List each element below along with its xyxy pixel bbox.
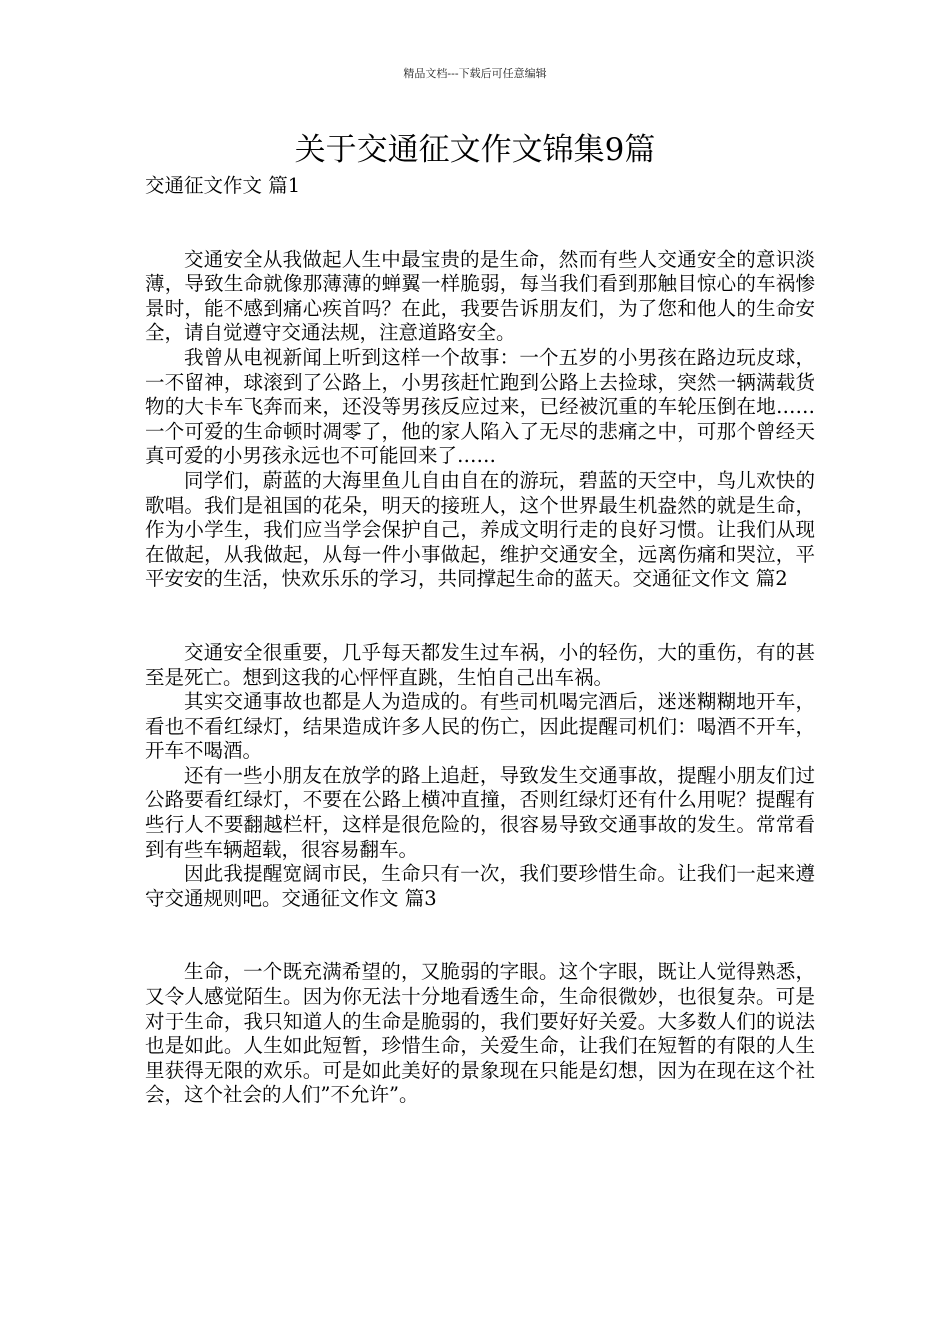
paragraph: 还有一些小朋友在放学的路上追赶，导致发生交通事故，提醒小朋友们过公路要看红绿灯，不要在公路上横冲直撞，否则红绿灯还有什么用呢？提醒有些行人不要翻越栏杆，这样是很危险的，很容易导致交通事故的发生。常常看到有些车辆超载，很容易翻车。	[145, 763, 815, 861]
paragraph: 生命，一个既充满希望的，又脆弱的字眼。这个字眼，既让人觉得熟悉，又令人感觉陌生。因为你无法十分地看透生命，生命很微妙，也很复杂。可是对于生命，我只知道人的生命是脆弱的，我们要好好关爱。大多数人们的说法也是如此。人生如此短暂，珍惜生命，关爱生命，让我们在短暂的有限的人生里获得无限的欢乐。可是如此美好的景象现在只能是幻想，因为在现在这个社会，这个社会的人们”不允许”。	[145, 960, 815, 1107]
paragraph-text: 同学们，蔚蓝的大海里鱼儿自由自在的游玩，碧蓝的天空中，鸟儿欢快的歌唱。我们是祖国的花朵，明天的接班人，这个世界最生机盎然的就是生命，作为小学生，我们应当学会保护自己，养成文明行走的良好习惯。让我们从现在做起，从我做起，从每一件小事做起，维护交通安全，远离伤痛和哭泣，平平安安的生活，快欢乐乐的学习，共同撑起生命的蓝天。	[145, 468, 815, 591]
document-title: 关于交通征文作文锦集9篇	[294, 132, 656, 168]
spacer	[145, 592, 815, 641]
paragraph: 其实交通事故也都是人为造成的。有些司机喝完酒后，迷迷糊糊地开车，看也不看红绿灯，结果造成许多人民的伤亡，因此提醒司机们：喝酒不开车，开车不喝酒。	[145, 690, 815, 763]
paragraph: 我曾从电视新闻上听到这样一个故事：一个五岁的小男孩在路边玩皮球，一不留神，球滚到了公路上，小男孩赶忙跑到公路上去捡球，突然一辆满载货物的大卡车飞奔而来，还没等男孩反应过来，已经被沉重的车轮压倒在地……一个可爱的生命顿时凋零了，他的家人陷入了无尽的悲痛之中，可那个曾经天真可爱的小男孩永远也不可能回来了……	[145, 345, 815, 468]
section-heading-2: 交通征文作文 篇2	[632, 567, 788, 591]
spacer	[145, 199, 815, 248]
document-body	[145, 174, 815, 1108]
section-heading-1: 交通征文作文 篇1	[145, 174, 301, 197]
paragraph: 交通安全很重要，几乎每天都发生过车祸，小的轻伤，大的重伤，有的甚至是死亡。想到这我的心怦怦直跳，生怕自己出车祸。	[145, 640, 815, 689]
paragraph: 交通安全从我做起人生中最宝贵的是生命，然而有些人交通安全的意识淡薄，导致生命就像那薄薄的蝉翼一样脆弱，每当我们看到那触目惊心的车祸惨景时，能不感到痛心疾首吗？在此，我要告诉朋友们，为了您和他人的生命安全，请自觉遵守交通法规，注意道路安全。	[145, 247, 815, 345]
section-heading-3: 交通征文作文 篇3	[281, 886, 437, 910]
spacer	[145, 911, 815, 960]
paragraph	[145, 862, 815, 911]
paragraph-text: 因此我提醒宽阔市民，生命只有一次，我们要珍惜生命。让我们一起来遵守交通规则吧。	[145, 862, 815, 910]
page-header-note: 精品文档---下载后可任意编辑	[403, 67, 547, 80]
paragraph	[145, 469, 815, 592]
